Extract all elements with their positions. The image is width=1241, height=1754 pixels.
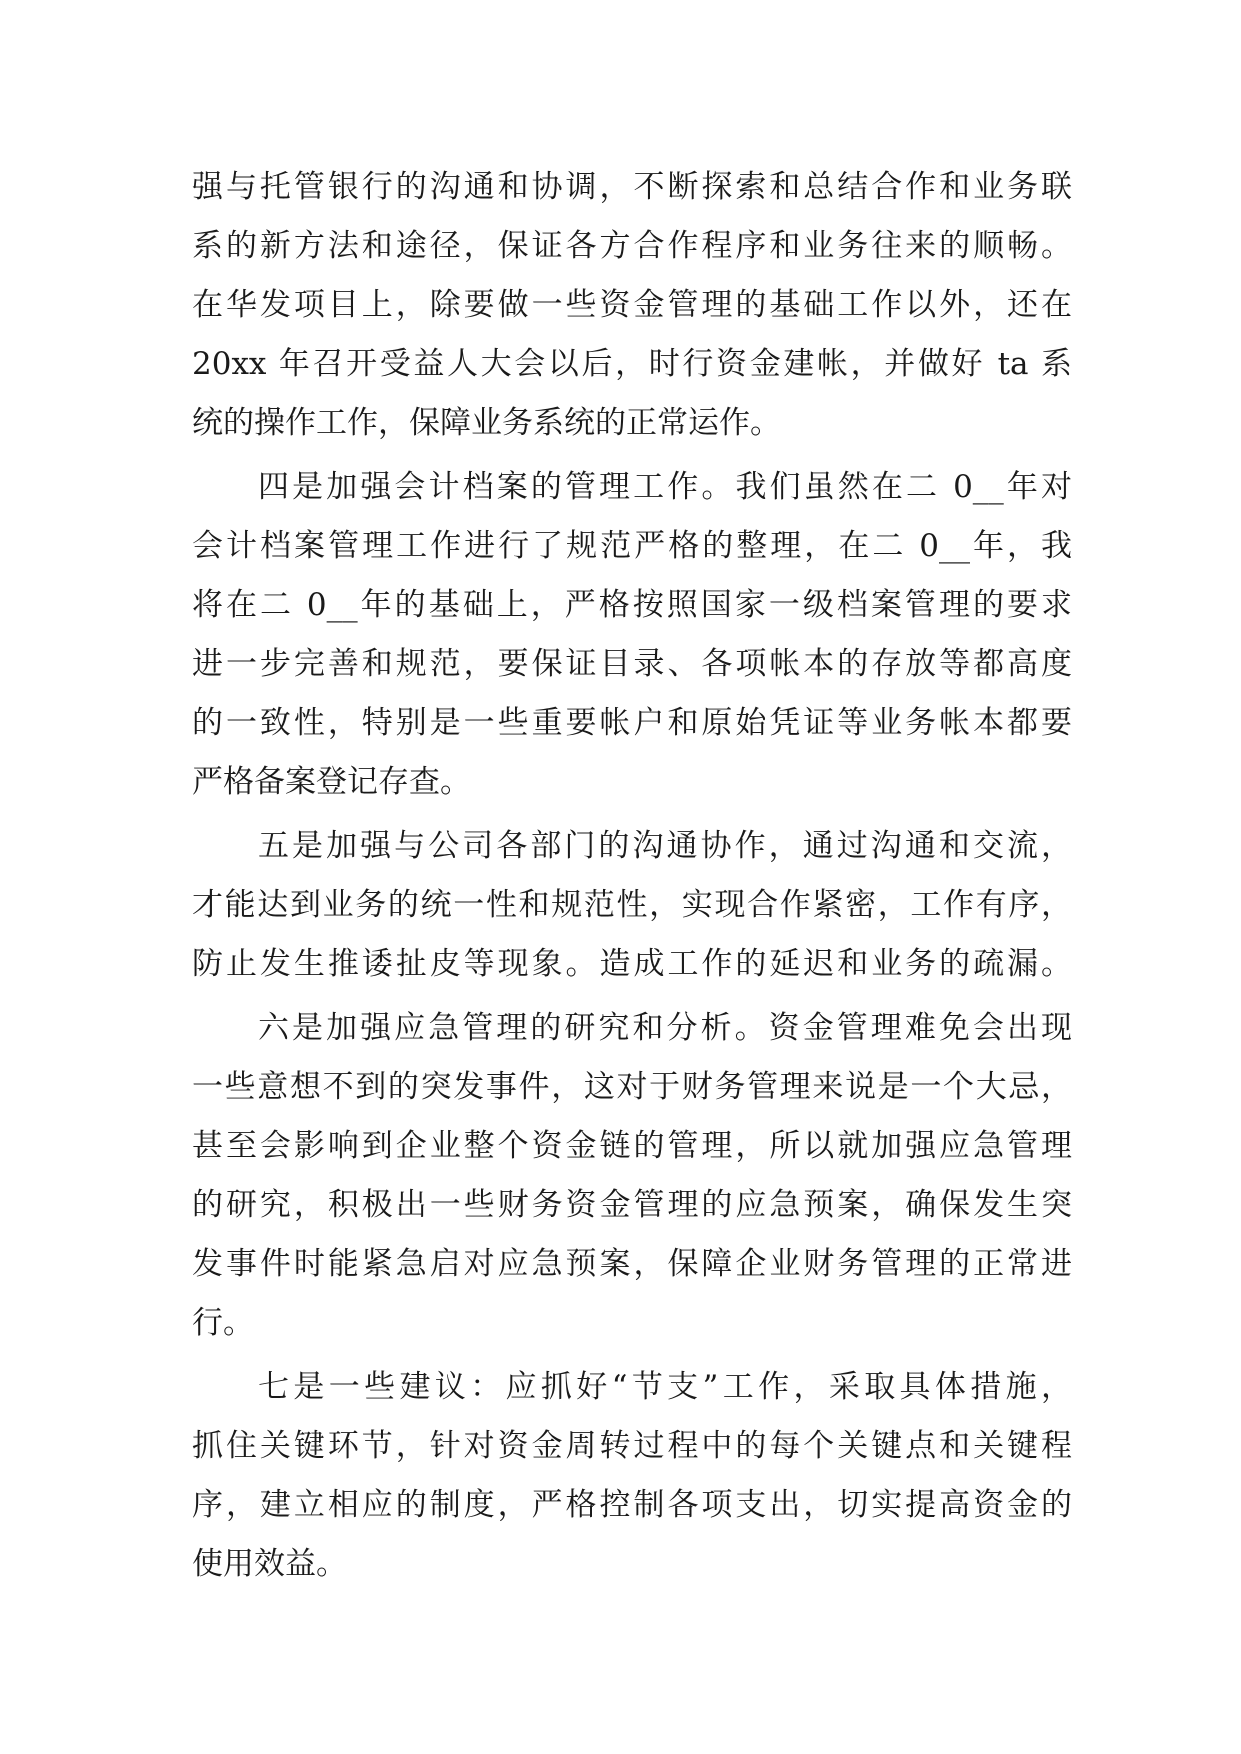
paragraph-2 xyxy=(192,458,1072,812)
text-line: 20xx 年召开受益人大会以后，时行资金建帐，并做好 ta 系 xyxy=(192,346,1072,382)
text-line: 四是加强会计档案的管理工作。我们虽然在二 0__年对 xyxy=(258,469,1072,505)
text-line: 进一步完善和规范，要保证目录、各项帐本的存放等都高度 xyxy=(192,646,1072,682)
text-line: 抓住关键环节，针对资金周转过程中的每个关键点和关键程 xyxy=(192,1428,1072,1464)
text-line: 统的操作工作，保障业务系统的正常运作。 xyxy=(192,405,781,441)
text-line: 将在二 0__年的基础上，严格按照国家一级档案管理的要求 xyxy=(192,587,1072,623)
text-line: 六是加强应急管理的研究和分析。资金管理难免会出现 xyxy=(258,1010,1072,1046)
text-line: 的一致性，特别是一些重要帐户和原始凭证等业务帐本都要 xyxy=(192,705,1072,741)
text-line: 系的新方法和途径，保证各方合作程序和业务往来的顺畅。 xyxy=(192,228,1072,264)
text-line: 七是一些建议：应抓好“节支”工作，采取具体措施， xyxy=(258,1369,1072,1405)
text-line: 五是加强与公司各部门的沟通协作，通过沟通和交流， xyxy=(258,828,1072,864)
paragraph-4 xyxy=(192,999,1072,1353)
paragraph-3 xyxy=(192,817,1072,994)
text-line: 行。 xyxy=(192,1305,254,1341)
text-line: 序，建立相应的制度，严格控制各项支出，切实提高资金的 xyxy=(192,1487,1072,1523)
text-line: 在华发项目上，除要做一些资金管理的基础工作以外，还在 xyxy=(192,287,1072,323)
text-line: 会计档案管理工作进行了规范严格的整理，在二 0__年，我 xyxy=(192,528,1072,564)
text-line: 甚至会影响到企业整个资金链的管理，所以就加强应急管理 xyxy=(192,1128,1072,1164)
text-line: 一些意想不到的突发事件，这对于财务管理来说是一个大忌， xyxy=(192,1069,1072,1105)
text-line: 严格备案登记存查。 xyxy=(192,764,471,800)
text-line: 才能达到业务的统一性和规范性，实现合作紧密，工作有序， xyxy=(192,887,1072,923)
text-line: 使用效益。 xyxy=(192,1546,347,1582)
text-line: 防止发生推诿扯皮等现象。造成工作的延迟和业务的疏漏。 xyxy=(192,946,1072,982)
text-line: 发事件时能紧急启对应急预案，保障企业财务管理的正常进 xyxy=(192,1246,1072,1282)
text-line: 的研究，积极出一些财务资金管理的应急预案，确保发生突 xyxy=(192,1187,1072,1223)
paragraph-1 xyxy=(192,158,1072,453)
text-line: 强与托管银行的沟通和协调，不断探索和总结合作和业务联 xyxy=(192,169,1072,205)
document-body xyxy=(192,158,1072,1594)
paragraph-5 xyxy=(192,1358,1072,1594)
